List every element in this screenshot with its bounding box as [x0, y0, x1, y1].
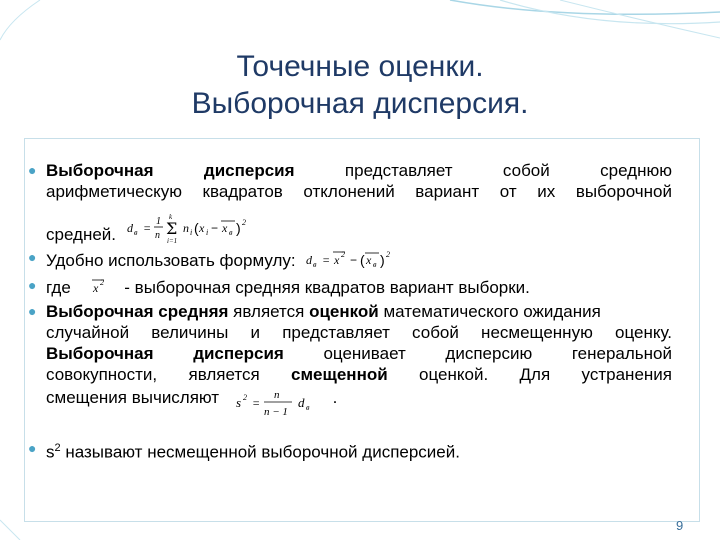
decor-wave-top-right [450, 0, 720, 14]
word: является [188, 365, 260, 384]
formula-text: x [198, 221, 205, 235]
bullet-sample-variance [28, 160, 672, 252]
bullet-marker: ● [28, 440, 37, 456]
formula-text: x [221, 221, 228, 235]
formula-text: − [350, 253, 358, 267]
formula-text: d [306, 253, 313, 267]
term-variance: дисперсия [193, 344, 284, 363]
word: собой [502, 161, 550, 180]
formula-text: в [133, 228, 138, 237]
formula-text: i [189, 228, 192, 237]
sum-symbol: Σ [165, 219, 178, 238]
formula-sample-variance [125, 210, 265, 252]
decor-wave-top-left [0, 0, 40, 40]
word: оценивает [323, 344, 406, 363]
formula-text: x [92, 281, 98, 295]
word: дисперсию [445, 344, 533, 363]
formula-text: = [251, 396, 260, 410]
decor-wave-top-right-3 [560, 0, 720, 38]
word: математического ожидания [378, 302, 601, 321]
formula-text: в [313, 260, 317, 269]
bullet5-text: называют несмещенной выборочной дисперсией. [60, 442, 460, 462]
bullet-marker: ● [28, 277, 37, 293]
bullet1-line1 [46, 160, 672, 181]
formula-text: в [305, 403, 310, 412]
term-sample-mean: Выборочная средняя [46, 302, 229, 321]
formula-text: 2 [386, 250, 391, 259]
term-sample: Выборочная [46, 161, 154, 180]
bullet-unbiased [28, 438, 672, 463]
formula-text: d [297, 395, 305, 410]
term-variance: дисперсия [203, 161, 295, 180]
symbol-s: s [46, 442, 55, 462]
symbol-exponent: 2 [54, 442, 61, 454]
word: оценкой. [419, 365, 489, 384]
word: среднюю [600, 161, 672, 180]
bullet1-line3 [46, 210, 672, 252]
word: Для [519, 365, 551, 384]
formula-unbiased-variance [228, 385, 328, 425]
word: представляет [344, 161, 453, 180]
bullet1-line2: арифметическую квадратов отклонений вариант от их выборочной [46, 182, 672, 201]
formula-text: 2 [241, 218, 246, 227]
formula-text: x [366, 253, 372, 267]
bullet4-line2: случайной величины и представляет собой несмещенную оценку. [46, 323, 672, 342]
paren: ) [380, 252, 386, 268]
bullet-marker: ● [28, 162, 37, 178]
formula-text: 2 [242, 393, 247, 402]
formula-text: i [205, 228, 208, 237]
bullet2-text: Удобно использовать формулу: [46, 251, 296, 270]
formula-text: в [373, 260, 377, 269]
bullet3-pre: где [46, 278, 71, 297]
formula-text: n [182, 221, 189, 235]
formula-text: n [273, 389, 280, 401]
bullet-marker: ● [28, 303, 37, 319]
paren: ( [360, 252, 366, 268]
formula-mean-of-squares [82, 275, 120, 297]
minus: − [210, 221, 218, 235]
word: совокупности, [46, 365, 158, 384]
formula-text: = [322, 253, 331, 267]
term-estimate: оценкой [309, 302, 379, 321]
word: смещения вычисляют [46, 388, 220, 407]
bullet3-post: - выборочная средняя квадратов вариант выборки. [124, 278, 530, 297]
title-line-2: Выборочная дисперсия. [191, 87, 529, 120]
formula-text: 2 [341, 250, 346, 259]
term-biased: смещенной [291, 365, 388, 384]
formula-text: 1 [155, 216, 161, 227]
title-line-1: Точечные оценки. [236, 50, 484, 83]
formula-text: k [168, 213, 172, 221]
word: генеральной [571, 344, 672, 363]
formula-text: d [126, 221, 133, 235]
word: устранения [581, 365, 672, 384]
formula-text: n − 1 [263, 406, 288, 418]
formula-text: в [228, 228, 233, 237]
bullet4-line5 [46, 385, 672, 425]
formula-text: s [235, 395, 241, 410]
decor-wave-bottom-left [0, 520, 20, 540]
slide-title [0, 48, 720, 122]
word: является [228, 302, 310, 321]
formula-text: = [142, 221, 151, 235]
bullet-marker: ● [28, 249, 37, 265]
formula-text: n [154, 230, 160, 241]
formula-text: i=1 [166, 237, 177, 245]
bullet-convenient-formula [28, 247, 672, 273]
bullet4-line4 [46, 364, 672, 385]
formula-variance-shortcut [304, 247, 404, 273]
bullet-where [28, 275, 672, 298]
bullet4-line1 [46, 301, 672, 322]
paren: ) [235, 220, 241, 236]
bullet4-line3 [46, 343, 672, 364]
term-sample: Выборочная [46, 344, 154, 363]
word: . [332, 388, 338, 407]
formula-text: 2 [99, 278, 104, 287]
paren: ( [193, 220, 199, 236]
bullet-sample-mean [28, 301, 672, 425]
formula-text: x [334, 253, 340, 267]
page-number: 9 [676, 518, 684, 533]
word: средней. [46, 225, 117, 244]
